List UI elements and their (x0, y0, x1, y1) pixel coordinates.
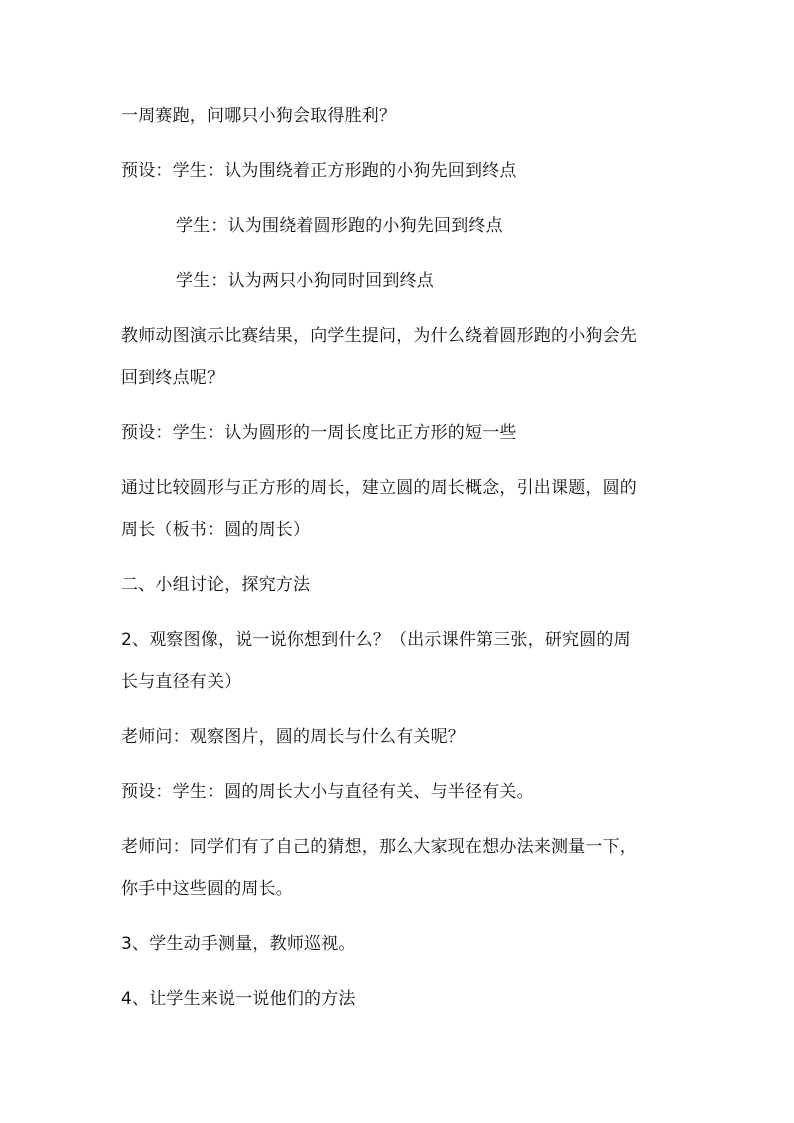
paragraph-line: 老师问：同学们有了自己的猜想，那么大家现在想办法来测量一下， (121, 837, 637, 857)
paragraph-line: 老师问：观察图片，圆的周长与什么有关呢？ (121, 727, 465, 747)
paragraph-line: 学生：认为两只小狗同时回到终点 (176, 271, 434, 291)
paragraph-line: 预设：学生：圆的周长大小与直径有关、与半径有关。 (121, 782, 534, 802)
paragraph-line: 一周赛跑，问哪只小狗会取得胜利？ (121, 106, 397, 126)
paragraph-line: 通过比较圆形与正方形的周长，建立圆的周长概念，引出课题，圆的 (121, 478, 637, 498)
paragraph-line: 周长（板书：圆的周长） (121, 520, 311, 540)
paragraph-line: 教师动图演示比赛结果，向学生提问，为什么绕着圆形跑的小狗会先 (121, 326, 637, 346)
paragraph-line: 预设：学生：认为圆形的一周长度比正方形的短一些 (121, 423, 517, 443)
paragraph-line: 4、让学生来说一说他们的方法 (121, 989, 356, 1009)
paragraph-line: 预设：学生：认为围绕着正方形跑的小狗先回到终点 (121, 161, 517, 181)
paragraph-line: 2、观察图像，说一说你想到什么？（出示课件第三张，研究圆的周 (121, 630, 631, 650)
paragraph-line: 学生：认为围绕着圆形跑的小狗先回到终点 (176, 216, 503, 236)
paragraph-line: 你手中这些圆的周长。 (121, 879, 293, 899)
paragraph-line: 3、学生动手测量，教师巡视。 (121, 934, 356, 954)
paragraph-line: 回到终点呢？ (121, 368, 225, 388)
paragraph-line: 长与直径有关） (121, 672, 242, 692)
section-heading: 二、小组讨论，探究方法 (121, 575, 311, 595)
